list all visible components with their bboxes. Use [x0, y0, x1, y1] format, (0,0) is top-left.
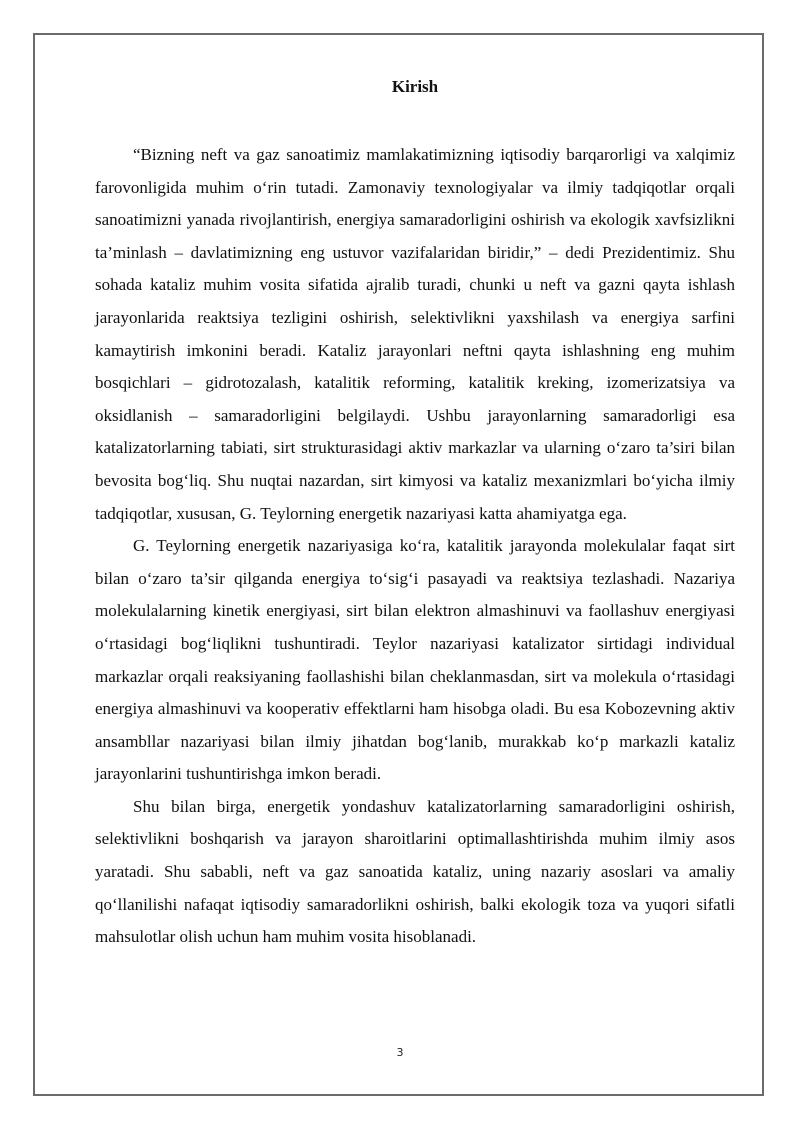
paragraph-3: Shu bilan birga, energetik yondashuv katalizatorlarning samaradorligini oshirish, selektivlikni boshqarish va jarayon sharoitlarini optimallashtirishda muhim ilmiy asos yaratadi. Shu sababli, neft va gaz sanoatida kataliz, uning nazariy asoslari va amaliy qo‘llanilishi nafaqat iqtisodiy samaradorlikni oshirish, balki ekologik toza va yuqori sifatli mahsulotlar olish uchun ham muhim vosita hisoblanadi.	[95, 796, 735, 947]
paragraph-2: G. Teylorning energetik nazariyasiga ko‘ra, katalitik jarayonda molekulalar faqat sirt bilan o‘zaro ta’sir qilganda energiya to‘sig‘i pasayadi va reaktsiya tezlashadi. Nazariya molekulalarning kinetik energiyasi, sirt bilan elektron almashinuvi va faollashuv energiyasi o‘rtasidagi bog‘liqlikni tushuntiradi. Teylor nazariyasi katalizator sirtidagi individual markazlar orqali reaksiyaning faollashishi bilan cheklanmasdan, sirt va molekula o‘rtasidagi energiya almashinuvi va kooperativ effektlarni ham hisobga oladi. Bu esa Kobozevning aktiv ansambllar nazariyasi bilan ilmiy jihatdan bog‘lanib, murakkab ko‘p markazli kataliz jarayonlarini tushuntirishga imkon beradi.	[95, 536, 735, 784]
page-number: 3	[396, 1046, 404, 1059]
paragraph-1: “Bizning neft va gaz sanoatimiz mamlakatimizning iqtisodiy barqarorligi va xalqimiz farovonligida muhim o‘rin tutadi. Zamonaviy texnologiyalar va ilmiy tadqiqotlar orqali sanoatimizni yanada rivojlantirish, energiya samaradorligini oshirish va ekologik xavfsizlikni ta’minlash – davlatimizning eng ustuvor vazifalaridan biridir,” – dedi Prezidentimiz. Shu sohada kataliz muhim vosita sifatida ajralib turadi, chunki u neft va gazni qayta ishlash jarayonlarida reaktsiya tezligini oshirish, selektivlikni yaxshilash va energiya sarfini kamaytirish imkonini beradi. Kataliz jarayonlari neftni qayta ishlashning eng muhim bosqichlari – gidrotozalash, katalitik reforming, katalitik kreking, izomerizatsiya va oksidlanish – samaradorligini belgilaydi. Ushbu jarayonlarning samaradorligi esa katalizatorlarning tabiati, sirt strukturasidagi aktiv markazlar va ularning o‘zaro ta’siri bilan bevosita bog‘liq. Shu nuqtai nazardan, sirt kimyosi va kataliz mexanizmlari bo‘yicha ilmiy tadqiqotlar, xususan, G. Teylorning energetik nazariyasi katta ahamiyatga ega.	[95, 145, 735, 523]
document-body	[95, 75, 735, 954]
section-title: Kirish	[391, 77, 439, 96]
